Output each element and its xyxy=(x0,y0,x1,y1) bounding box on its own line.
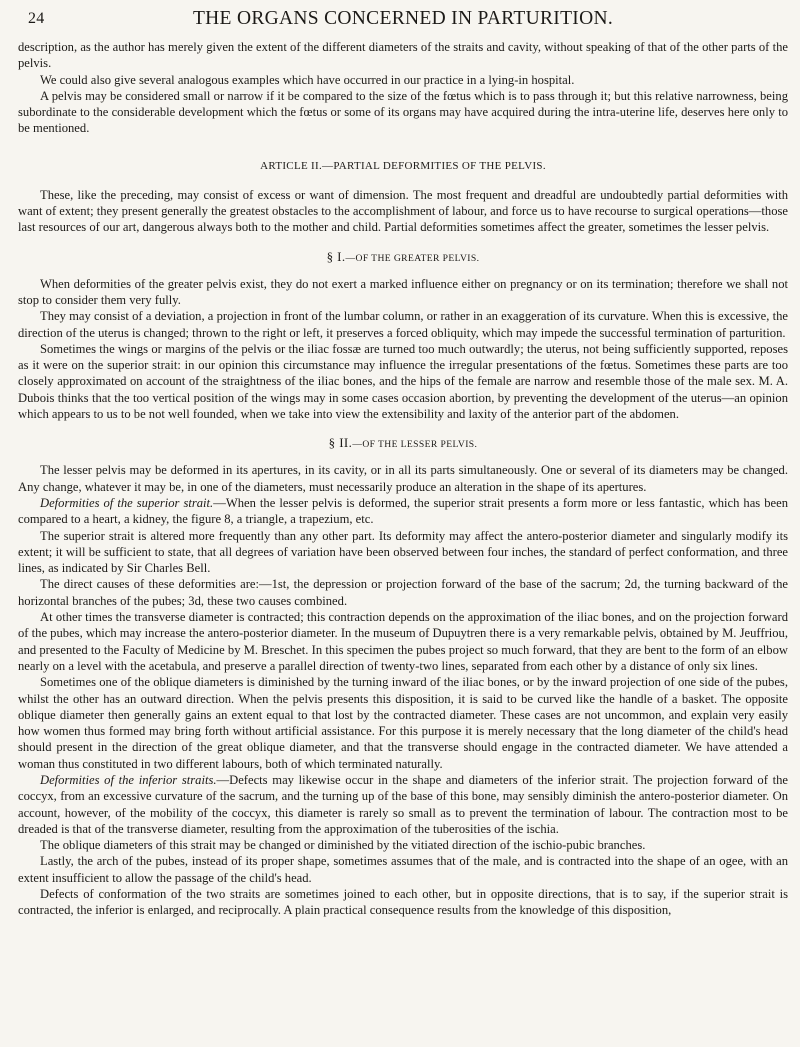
paragraph-continued-description: description, as the author has merely given the extent of the different diameters of the straits and cavity, without speaking of that of the other parts of the pelvis. xyxy=(18,40,788,71)
paragraph-superior-strait-deformities xyxy=(18,495,788,528)
section-title: —OF THE GREATER PELVIS. xyxy=(345,252,480,264)
section-number: § I. xyxy=(326,248,346,264)
paragraph-iliac-wings: Sometimes the wings or margins of the pelvis or the iliac fossæ are turned too much outwardly; the uterus, not being sufficiently supported, reposes as it were on the superior strait: in our opinion this circumstance may influence the irregular presentations of the fœtus. Sometimes these parts are too closely approximated on account of the straightness of the iliac bones, and the hips of the female are narrow and resemble those of the male sex. M. A. Dubois thinks that the too vertical position of the wings may in some cases occasion abortion, by preventing the development of the uterus—an opinion which appears to us to be not well founded, when we take into view the extensibility and laxity of the anterior part of the abdomen. xyxy=(18,341,788,422)
paragraph-lumbar-deviation: They may consist of a deviation, a projection in front of the lumbar column, or rather in an exaggeration of its curvature. When this is excessive, the direction of the uterus is changed; thrown to the right or left, it preserves a forced obliquity, which may impede the successful termination of parturition. xyxy=(18,309,788,340)
subheading-inferior-straits: Deformities of the inferior straits. xyxy=(40,772,217,787)
book-page xyxy=(18,8,788,1040)
paragraph-direct-causes: The direct causes of these deformities are:—1st, the depression or projection forward of the base of the sacrum; 2d, the turning backward of the horizontal branches of the pubes; 3d, these two causes combined. xyxy=(18,577,788,608)
section-heading-greater-pelvis xyxy=(18,250,788,266)
paragraph-inferior-strait-deformities xyxy=(18,772,788,837)
running-title: THE ORGANS CONCERNED IN PARTURITION. xyxy=(192,8,614,29)
paragraph-transverse-contracted: At other times the transverse diameter is contracted; this contraction depends on the approximation of the iliac bones, and on the projection forward of the pubes, which may increase the antero-posterior diameter. In the museum of Dupuytren there is a very remarkable pelvis, obtained by M. Jeuffriou, and presented to the Faculty of Medicine by M. Breschet. In this specimen the pubes project so much forward, that they are bent to the form of an elbow nearly on a level with the acetabula, and preserve a parallel direction of twenty-two lines, separated from each other by a distance of only six lines. xyxy=(18,610,788,673)
paragraph-text: —When the lesser pelvis is deformed, the superior strait presents a form more or less fantastic, which has been compared to a heart, a kidney, the figure 8, a triangle, a trapezium, etc. xyxy=(18,495,788,527)
page-number: 24 xyxy=(28,10,45,27)
paragraph-oblique-diminished: Sometimes one of the oblique diameters is diminished by the turning inward of the iliac bones, or by the inward projection of one side of the pubes, whilst the other has an outward direction. When the pelvis presents this disposition, it is said to be curved like the handle of a basket. The opposite oblique diameter then generally gains an extent equal to that lost by the contracted diameter. These cases are not uncommon, and explain very easily how women thus formed may bring forth without artificial assistance. For this purpose it is merely necessary that the long diameter of the child's head should present in the direction of the great oblique diameter, and that the transverse should engage in the contracted diameter. We have attended a woman thus constituted in two different labours, both of which terminated naturally. xyxy=(18,675,788,771)
section-number: § II. xyxy=(328,435,353,451)
paragraph-superior-strait-altered: The superior strait is altered more frequently than any other part. Its deformity may affect the antero-posterior diameter and singularly modify its extent; it will be sufficient to state, that all degrees of variation have been observed between four inches, the standard of perfect conformation, and three lines, as indicated by Sir Charles Bell. xyxy=(18,528,788,576)
paragraph-analogous-examples: We could also give several analogous examples which have occurred in our practice in a lying-in hospital. xyxy=(40,72,575,87)
paragraph-combined-defects: Defects of conformation of the two straits are sometimes joined to each other, but in opposite directions, that is to say, if the superior strait is contracted, the inferior is enlarged, and reciprocally. A plain practical consequence results from the knowledge of this disposition, xyxy=(18,887,788,918)
paragraph-partial-deformities: These, like the preceding, may consist of excess or want of dimension. The most frequent and dreadful are undoubtedly partial deformities with want of extent; they present generally the greatest obstacles to the accomplishment of labour, and force us to have recourse to surgical operations—those last resources of our art, dangerous always both to the mother and child. Partial deformities sometimes affect the greater, sometimes the lesser pelvis. xyxy=(18,187,788,235)
running-head xyxy=(18,8,788,32)
paragraph-oblique-diameters-strait: The oblique diameters of this strait may be changed or diminished by the vitiated direction of the ischio-pubic branches. xyxy=(40,838,646,853)
paragraph-pubic-arch: Lastly, the arch of the pubes, instead of its proper shape, sometimes assumes that of the male, and is contracted into the shape of an ogee, with an extent insufficient to allow the passage of the child's head. xyxy=(18,854,788,885)
paragraph-greater-pelvis-influence: When deformities of the greater pelvis exist, they do not exert a marked influence either on pregnancy or on its termination; therefore we shall not stop to consider them very fully. xyxy=(18,276,788,307)
paragraph-relative-narrowness: A pelvis may be considered small or narrow if it be compared to the size of the fœtus which is to pass through it; but this relative narrowness, being subordinate to the considerable development which the fœtus or some of its organs may have acquired during the intra-uterine life, deserves here only to be mentioned. xyxy=(18,88,788,136)
subheading-superior-strait: Deformities of the superior strait. xyxy=(40,495,214,510)
paragraph-lesser-pelvis-deformed: The lesser pelvis may be deformed in its apertures, in its cavity, or in all its parts simultaneously. One or several of its diameters may be changed. Any change, whatever it may be, in one of the diameters, must necessarily produce an alteration in the shape of its apertures. xyxy=(18,463,788,494)
section-title: —OF THE LESSER PELVIS. xyxy=(352,439,478,451)
section-heading-lesser-pelvis xyxy=(18,436,788,452)
paragraph-text: —Defects may likewise occur in the shape and diameters of the inferior strait. The projection forward of the coccyx, from an excessive curvature of the sacrum, and the turning up of the base of this bone, may sensibly diminish the antero-posterior diameter. On account, however, of the mobility of the coccyx, this diameter is rarely so small as to prevent the termination of labour. The contraction most to be dreaded is that of the transverse diameter, resulting from the approximation of the tuberosities of the ischia. xyxy=(18,772,788,836)
article-heading: ARTICLE II.—PARTIAL DEFORMITIES OF THE PELVIS. xyxy=(260,159,546,172)
